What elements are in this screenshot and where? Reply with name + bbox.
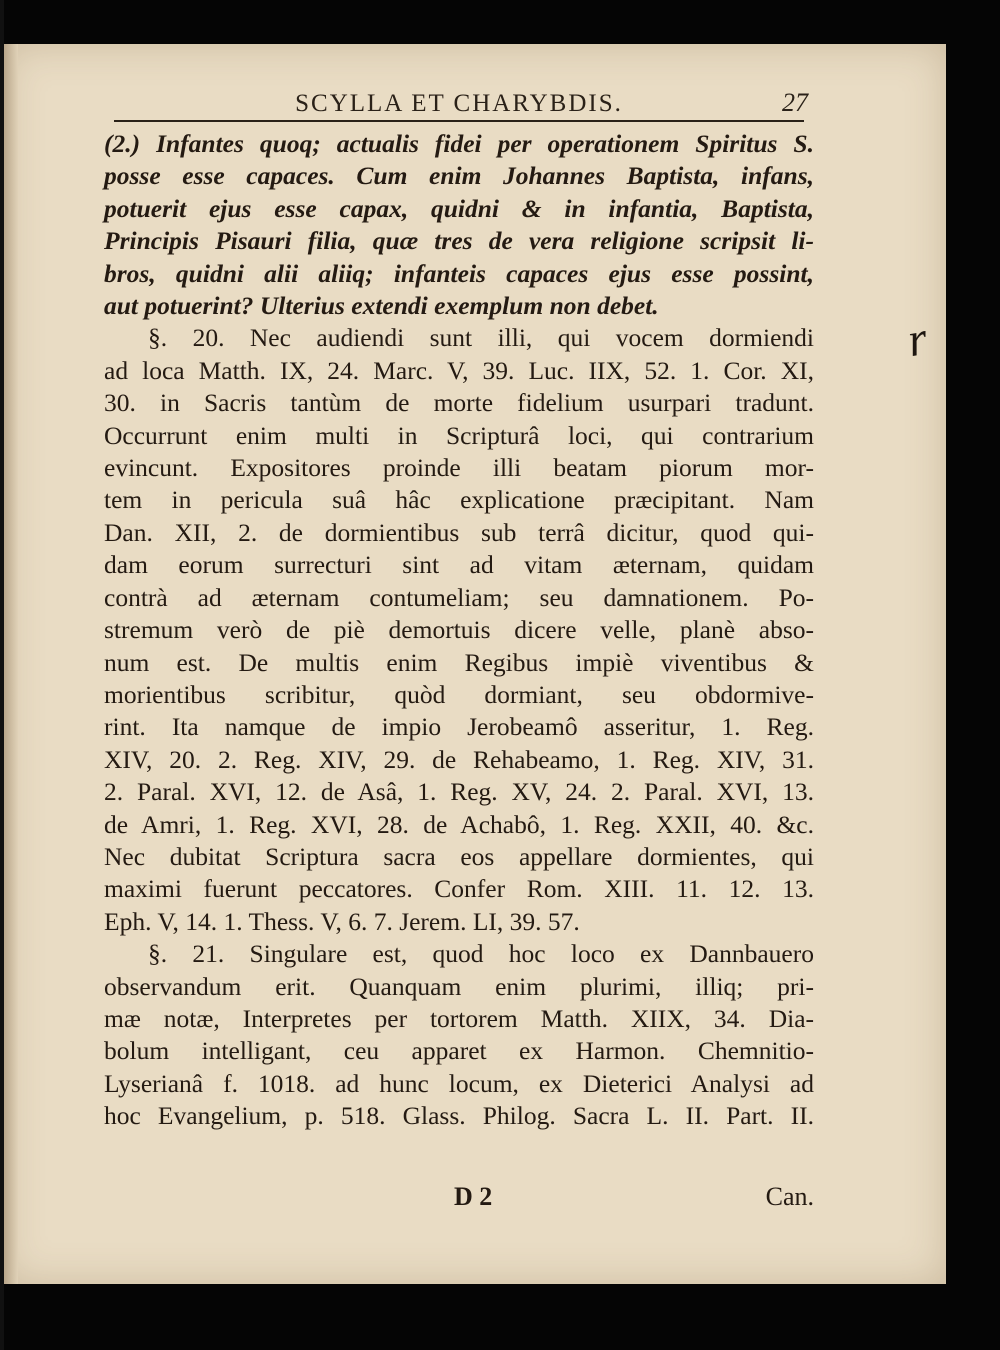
text-line: bolum intelligant, ceu apparet ex Harmon. Chemnitio- (104, 1036, 814, 1066)
text-line: §. 20. Nec audiendi sunt illi, qui vocem dormiendi (148, 323, 814, 353)
text-line: mæ notæ, Interpretes per tortorem Matth. XIIX, 34. Dia- (104, 1003, 814, 1033)
margin-annotation: r (903, 311, 932, 368)
text-line: (2.) Infantes quoq; actualis fidei per operationem Spiritus S. (104, 129, 814, 158)
text-line: ad loca Matth. IX, 24. Marc. V, 39. Luc. IIX, 52. 1. Cor. XI, (104, 355, 814, 385)
signature-mark: D 2 (454, 1182, 493, 1211)
text-line: evincunt. Expositores proinde illi beatam piorum mor- (104, 453, 814, 483)
text-line: maximi fuerunt peccatores. Confer Rom. XIII. 11. 12. 13. (104, 874, 814, 904)
text-line: hoc Evangelium, p. 518. Glass. Philog. Sacra L. II. Part. II. (104, 1101, 814, 1131)
text-line: rint. Ita namque de impio Jerobeamô asseritur, 1. Reg. (104, 712, 814, 742)
book-page (4, 44, 946, 1284)
catchword: Can. (765, 1182, 814, 1211)
header-rule (114, 120, 804, 122)
page-gutter (4, 44, 18, 1284)
text-line: 30. in Sacris tantùm de morte fidelium usurpari tradunt. (104, 388, 814, 418)
text-line: contrà ad æternam contumeliam; seu damnationem. Po- (104, 582, 814, 612)
text-line: dam eorum surrecturi sint ad vitam æternam, quidam (104, 550, 814, 580)
text-line: XIV, 20. 2. Reg. XIV, 29. de Rehabeamo, 1. Reg. XIV, 31. (104, 744, 814, 774)
text-line: morientibus scribitur, quòd dormiant, seu obdormive- (104, 679, 814, 709)
body-text (104, 128, 814, 1133)
text-line: Eph. V, 14. 1. Thess. V, 6. 7. Jerem. LI, 39. 57. (104, 906, 580, 936)
text-line: posse esse capaces. Cum enim Johannes Baptista, infans, (104, 161, 814, 191)
text-line: de Amri, 1. Reg. XVI, 28. de Achabô, 1. Reg. XXII, 40. &c. (104, 809, 814, 839)
text-line: aut potuerint? Ulterius extendi exemplum non debet. (104, 291, 659, 321)
text-line: Nec dubitat Scriptura sacra eos appellare dormientes, qui (104, 841, 814, 871)
page-footer (104, 1182, 814, 1216)
text-line: num est. De multis enim Regibus impiè viventibus & (104, 647, 814, 677)
running-title: SCYLLA ET CHARYBDIS. (295, 90, 623, 117)
text-line: tem in pericula suâ hâc explicatione præcipitant. Nam (104, 485, 814, 515)
text-line: bros, quidni alii aliiq; infanteis capaces ejus esse possint, (104, 258, 814, 288)
text-line: §. 21. Singulare est, quod hoc loco ex Dannbauero (148, 939, 814, 969)
text-line: stremum verò de piè demortuis dicere velle, planè abso- (104, 615, 814, 645)
text-line: 2. Paral. XVI, 12. de Asâ, 1. Reg. XV, 24. 2. Paral. XVI, 13. (104, 777, 814, 807)
page-number: 27 (782, 88, 808, 117)
text-line: observandum erit. Quanquam enim plurimi, illiq; pri- (104, 971, 814, 1001)
page-header (114, 88, 808, 130)
text-line: Lyserianâ f. 1018. ad hunc locum, ex Dieterici Analysi ad (104, 1068, 814, 1098)
text-line: potuerit ejus esse capax, quidni & in infantia, Baptista, (104, 193, 814, 223)
text-line: Dan. XII, 2. de dormientibus sub terrâ dicitur, quod qui- (104, 517, 814, 547)
text-line: Occurrunt enim multi in Scripturâ loci, qui contrarium (104, 420, 814, 450)
text-line: Principis Pisauri filia, quæ tres de vera religione scripsit li- (104, 226, 814, 256)
